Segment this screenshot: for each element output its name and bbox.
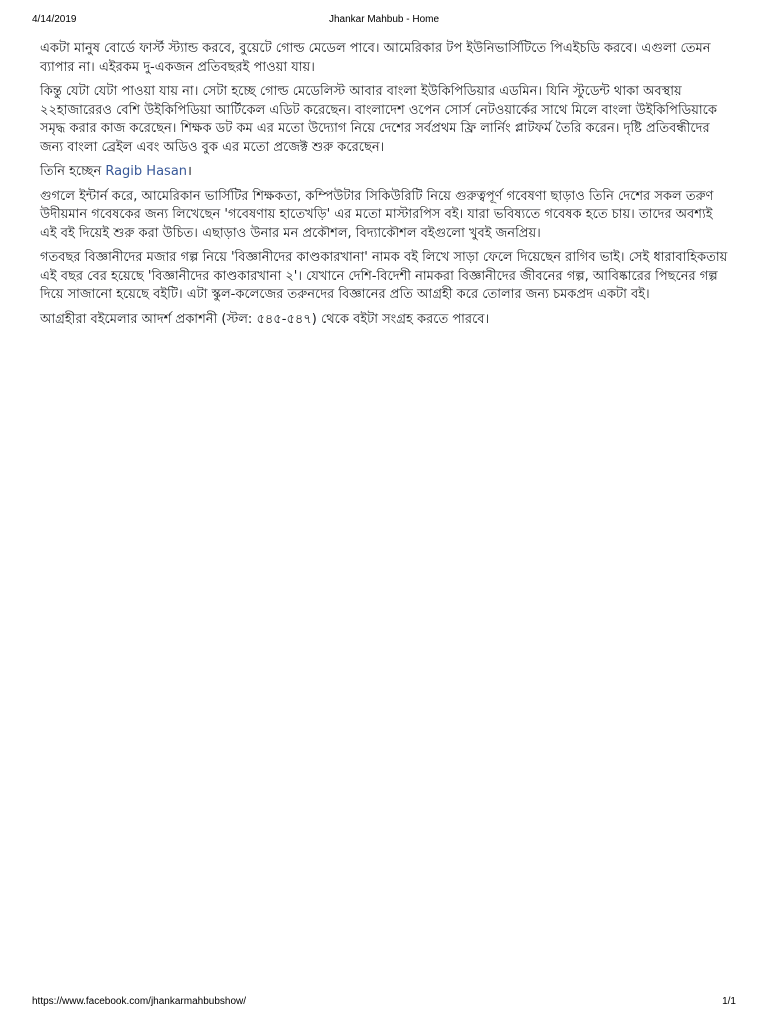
- post-paragraph: [40, 163, 730, 182]
- post-paragraph: গতবছর বিজ্ঞানীদের মজার গল্প নিয়ে 'বিজ্ঞানীদের কাণ্ডকারখানা' নামক বই লিখে সাড়া ফেলে দিয়েছেন রাগিব ভাই। সেই ধারাবাহিকতায় এই বছর বের হয়েছে 'বিজ্ঞানীদের কাণ্ডকারখানা ২'। যেখানে দেশি-বিদেশী নামকরা বিজ্ঞানীদের জীবনের গল্প, আবিষ্কারের পিছনের গল্প দিয়ে সাজানো হয়েছে বইটি। এটা স্কুল-কলেজের তরুনদের বিজ্ঞানের প্রতি আগ্রহী করে তোলার জন্য চমকপ্রদ একটা বই।: [40, 250, 728, 302]
- page-number: 1/1: [722, 996, 736, 1007]
- ragib-hasan-link[interactable]: Ragib Hasan: [105, 164, 188, 179]
- post-body: [40, 40, 730, 335]
- post-paragraph: গুগলে ইন্টার্ন করে, আমেরিকান ভার্সিটির শিক্ষকতা, কম্পিউটার সিকিউরিটি নিয়ে গুরুত্বপূর্ণ গবেষণা ছাড়াও তিনি দেশের সকল তরুণ উদীয়মান গবেষকের জন্য লিখেছেন 'গবেষণায় হাতেখড়ি' এর মতো মাস্টারপিস বই। যারা ভবিষ্যতে গবেষক হতে চায়। তাদের অবশ্যই এই বই দিয়েই শুরু করা উচিত। এছাড়াও উনার মন প্রকৌশল, বিদ্যাকৌশল বইগুলো খুবই জনপ্রিয়।: [40, 188, 714, 241]
- post-text: ।: [187, 164, 192, 179]
- post-paragraph: আগ্রহীরা বইমেলার আদর্শ প্রকাশনী (স্টল: ৫৪৫-৫৪৭) থেকে বইটা সংগ্রহ করতে পারবে।: [40, 311, 490, 327]
- page-title: Jhankar Mahbub - Home: [328, 14, 440, 25]
- print-header: [32, 14, 736, 28]
- post-paragraph: একটা মানুষ বোর্ডে ফার্স্ট স্ট্যান্ড করবে, বুয়েটে গোল্ড মেডেল পাবে। আমেরিকার টপ ইউনিভার্সিটিতে পিএইচডি করবে। এগুলা তেমন ব্যাপার না। এইরকম দু-একজন প্রতিবছরই পাওয়া যায়।: [40, 41, 711, 75]
- post-paragraph: কিন্তু যেটা যেটা পাওয়া যায় না। সেটা হচ্ছে গোল্ড মেডেলিস্ট আবার বাংলা ইউকিপিডিয়ার এডমিন। যিনি স্টুডেন্ট থাকা অবস্থায় ২২হাজারেরও বেশি উইকিপিডিয়া আর্টিকেল এডিট করেছেন। বাংলাদেশ ওপেন সোর্স নেটওয়ার্কের সাথে মিলে বাংলা উইকিপিডিয়াকে সমৃদ্ধ করার কাজ করেছেন। শিক্ষক ডট কম এর মতো উদ্যোগ নিয়ে দেশের সর্বপ্রথম ফ্রি লার্নিং প্লাটফর্ম তৈরি করেন। দৃষ্টি প্রতিবন্ধীদের জন্য বাংলা ব্রেইল এবং অডিও বুক এর মতো প্রজেক্ট শুরু করেছেন।: [40, 84, 717, 155]
- print-date: 4/14/2019: [32, 14, 77, 25]
- print-footer: [32, 996, 736, 1010]
- post-text: তিনি হচ্ছেন: [40, 164, 106, 179]
- page-url: https://www.facebook.com/jhankarmahbubshow/: [32, 996, 246, 1007]
